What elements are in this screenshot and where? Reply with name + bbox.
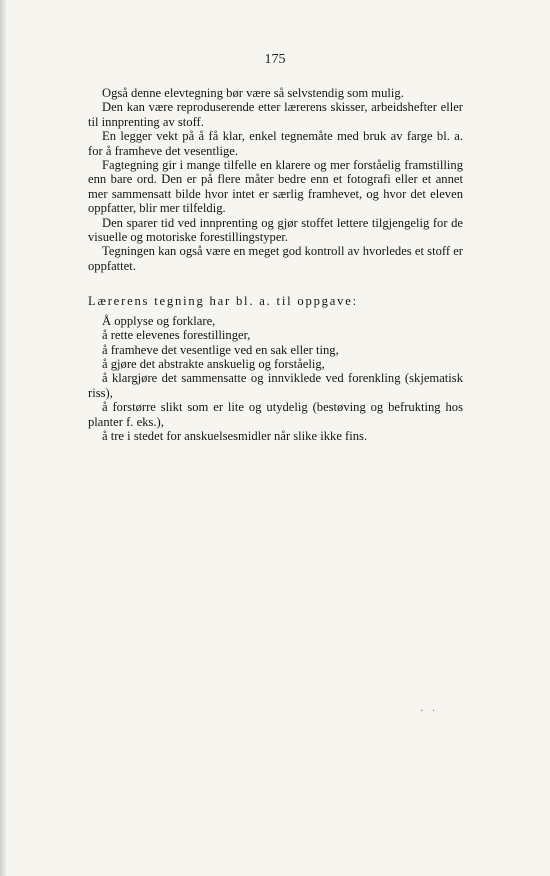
list-item: å klargjøre det sammensatte og innviklede ved forenkling (skjematisk riss), (88, 371, 463, 400)
page-number: 175 (264, 52, 286, 67)
list-item: å gjøre det abstrakte anskuelig og forståelig, (102, 356, 325, 371)
paragraph: Tegningen kan også være en meget god kontroll av hvorledes et stoff er oppfattet. (88, 244, 463, 273)
scan-edge-shadow (0, 0, 6, 876)
paragraph: Også denne elevtegning bør være så selvstendig som mulig. (102, 86, 404, 100)
paragraph: En legger vekt på å få klar, enkel tegnemåte med bruk av farge bl. a. for å framheve det vesentlige. (88, 129, 463, 158)
list-item: å tre i stedet for anskuelsesmidler når slike ikke fins. (102, 428, 368, 443)
scan-specks: · · (420, 706, 439, 717)
list-item: Å opplyse og forklare, (102, 313, 216, 328)
paragraph: Fagtegning gir i mange tilfelle en klarere og mer forståelig framstilling enn bare ord. Den er på flere måter bedre enn et fotografi eller et annet mer sammensatt bilde hvor intet er særlig framhevet, og hvor det eleven oppfatter, blir mer tilfeldig. (88, 158, 463, 216)
section-heading: Lærerens tegning har bl. a. til oppgave: (88, 294, 358, 309)
task-list (88, 314, 463, 444)
list-item: å framheve det vesentlige ved en sak eller ting, (102, 342, 339, 357)
paragraph: Den kan være reproduserende etter lærerens skisser, arbeidshefter eller til innprenting av stoff. (88, 100, 463, 129)
paragraph: Den sparer tid ved innprenting og gjør stoffet lettere tilgjengelig for de visuelle og motoriske forestillingstyper. (88, 215, 463, 245)
page-body (88, 86, 463, 443)
list-item: å forstørre slikt som er lite og utydelig (bestøving og befrukting hos planter f. eks.), (88, 400, 463, 429)
list-item: å rette elevenes forestillinger, (102, 328, 251, 343)
